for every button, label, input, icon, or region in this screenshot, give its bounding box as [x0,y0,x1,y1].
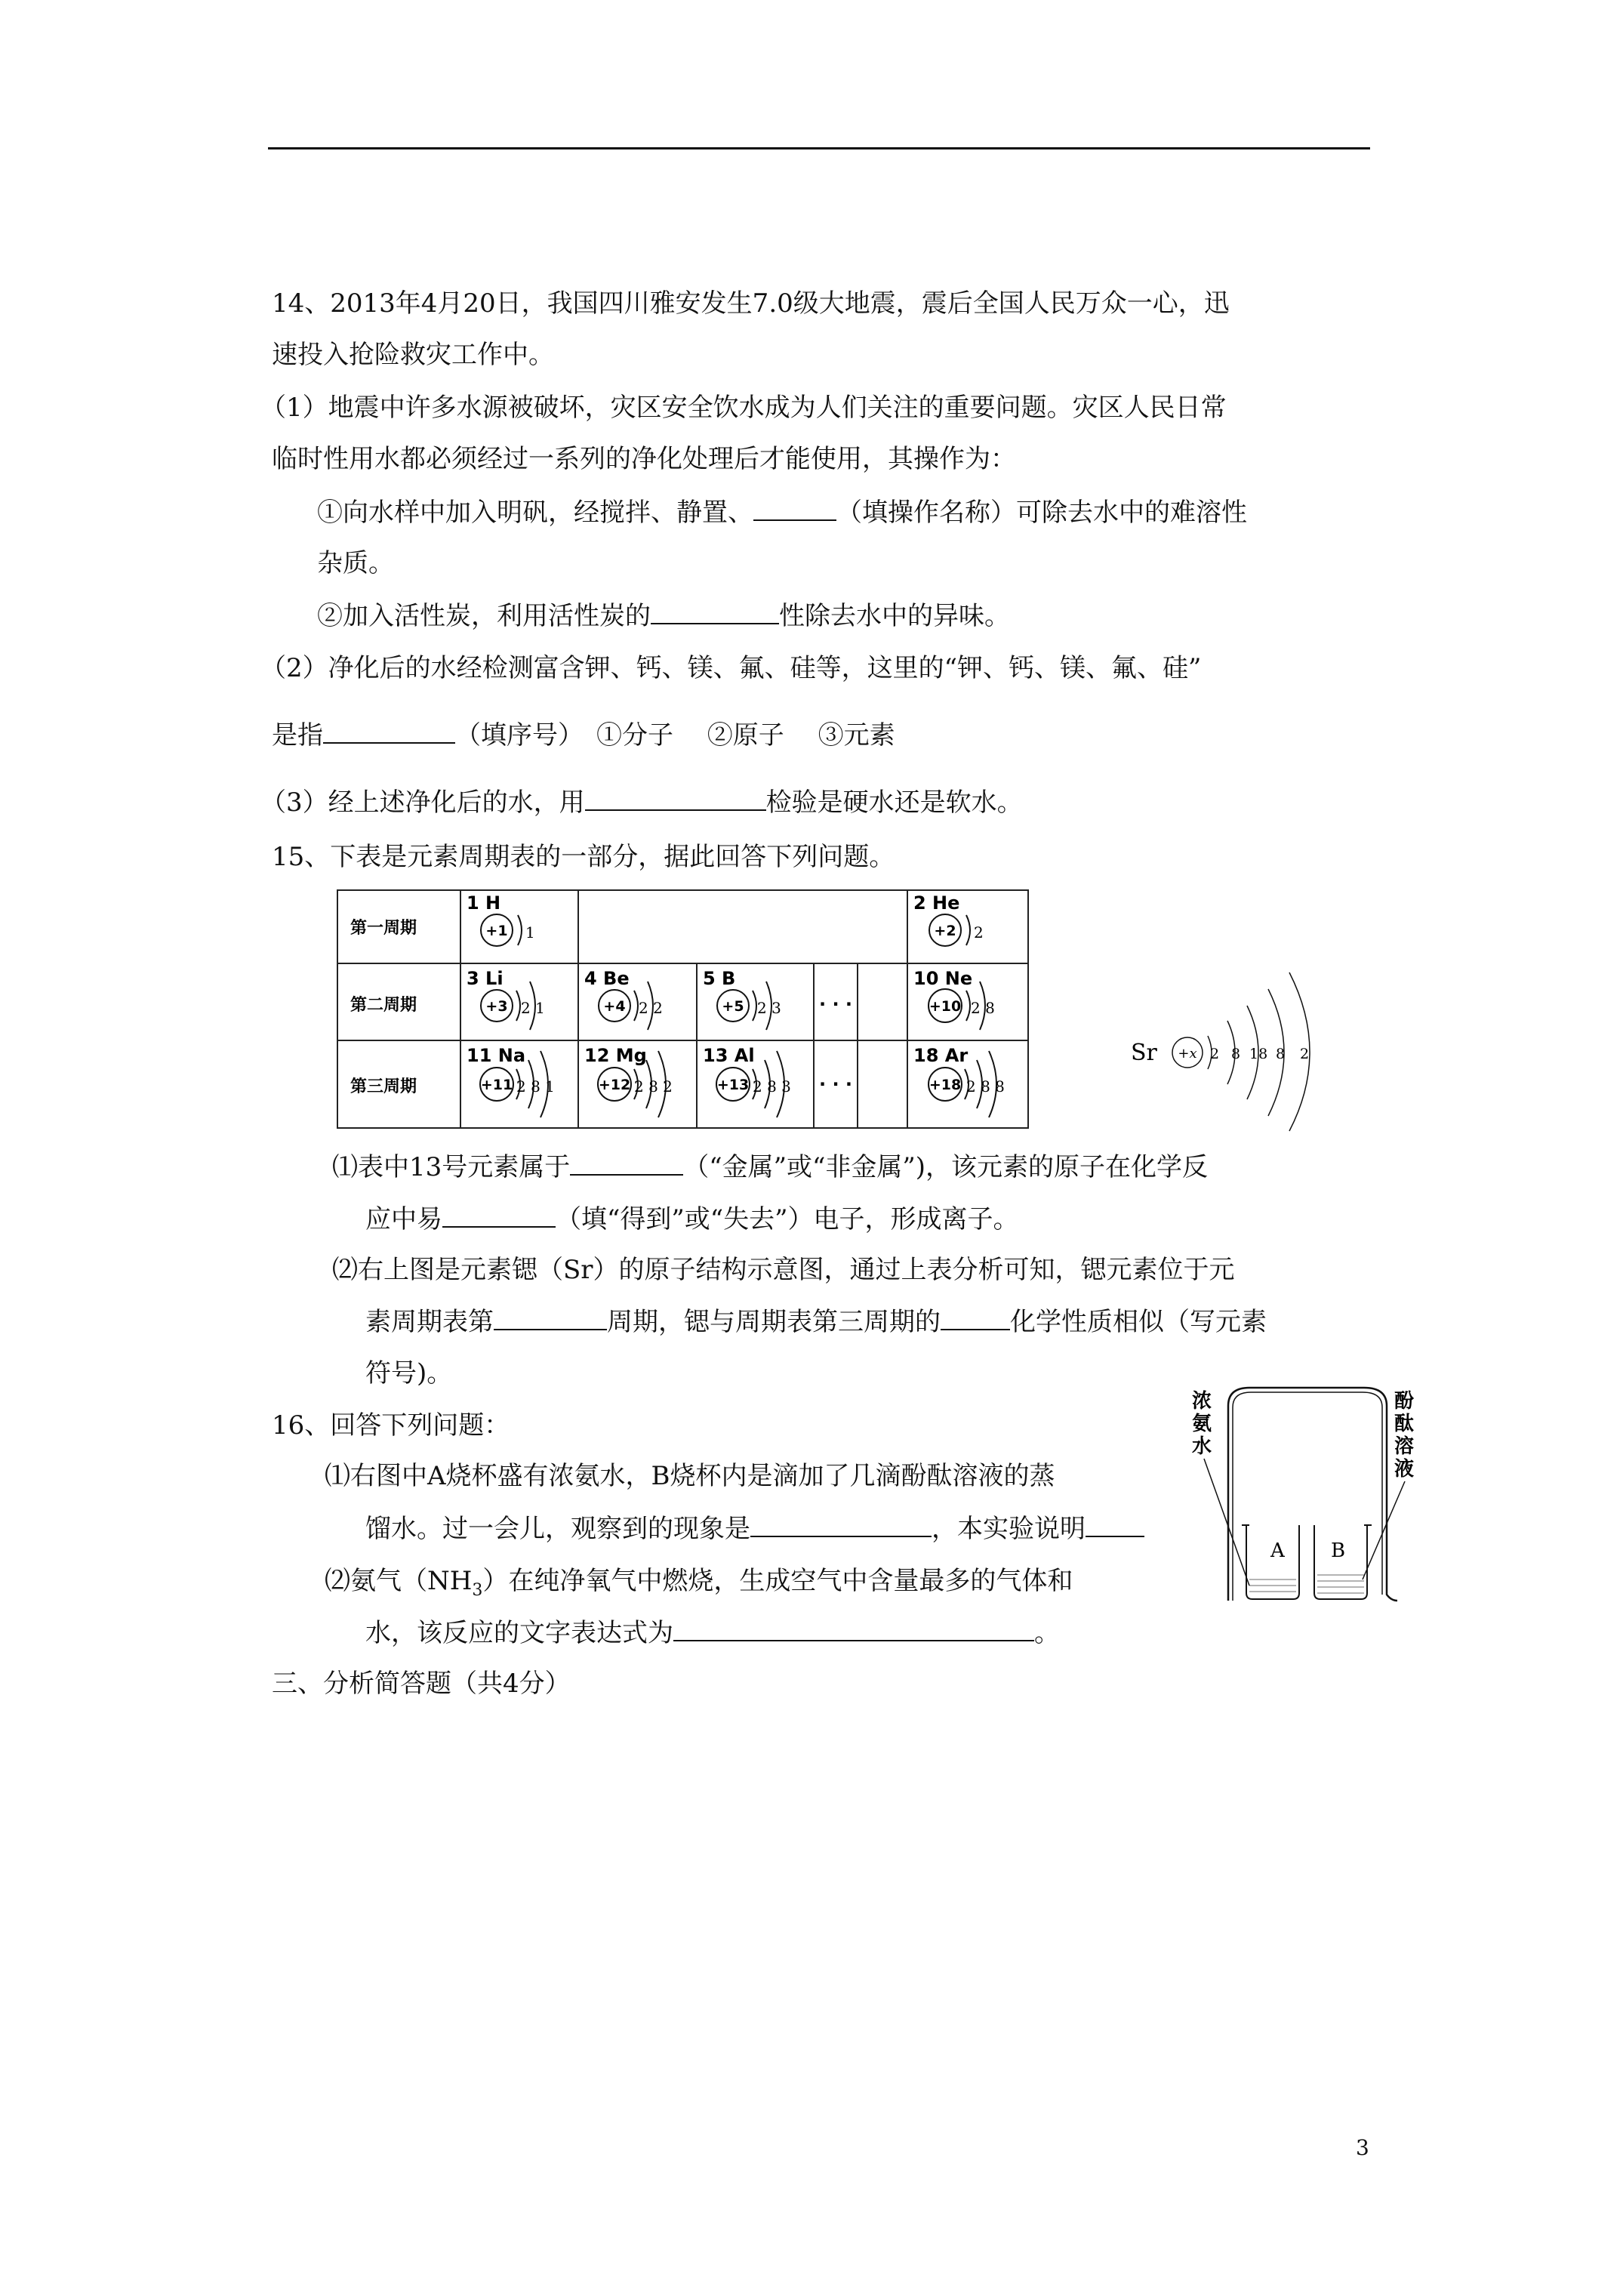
beaker-a [1246,1525,1299,1599]
q16-p1-line2 [365,1513,1144,1544]
q16-p2-line2-pre: 水，该反应的文字表达式为 [365,1618,673,1648]
element-label: 2 He [913,892,960,914]
pointer-line-a [1204,1459,1249,1586]
q16-p1-line2-mid: ，本实验说明 [932,1514,1086,1544]
q14-p1-line1: （1）地震中许多水源被破坏，灾区安全饮水成为人们关注的重要问题。灾区人民日常 [260,393,1227,423]
label-ammonia-3: 水 [1192,1435,1212,1458]
q16-p2-line1 [325,1566,1073,1606]
q16-p1-line2-pre: 馏水。过一会儿，观察到的现象是 [365,1514,750,1544]
ammonia-experiment-diagram [1189,1382,1423,1608]
q15-p1-line2 [365,1203,1019,1234]
element-label: 4 Be [584,968,630,989]
nucleus-charge: +4 [603,998,626,1015]
nucleus-charge: +12 [598,1077,631,1093]
element-li [467,968,545,1030]
shell-electrons: 2 1 [521,999,545,1017]
nucleus-charge: +10 [929,998,962,1015]
beaker-a-label: A [1270,1539,1285,1562]
electron-shell-arc [516,991,520,1021]
q14-step2 [317,600,1010,631]
label-phenol-1: 酚 [1394,1390,1415,1413]
q15-blank-element[interactable] [941,1306,1010,1330]
q15-p2-line3: 符号)。 [365,1358,453,1388]
q14-p3 [260,787,1023,818]
electron-shell-arc [634,991,638,1021]
shell-electrons: 2 8 1 [516,1077,555,1096]
element-b [703,968,781,1030]
q16-blank-conclusion[interactable] [1086,1513,1144,1537]
ellipsis-row3: · · · [818,1074,853,1095]
shell-electrons: 2 8 3 [753,1077,791,1096]
bell-jar-inner [1233,1392,1382,1601]
q16-nh3-subscript: 3 [472,1580,483,1600]
nucleus-charge: +3 [485,998,508,1015]
q16-blank-phenomenon[interactable] [750,1513,932,1537]
label-ammonia-2: 氨 [1192,1413,1212,1435]
period-label-2: 第二周期 [350,995,417,1015]
q16-p2-line2-post: 。 [1034,1618,1060,1648]
element-label: 12 Mg [584,1045,647,1066]
beaker-b [1314,1525,1367,1599]
element-na [467,1045,555,1117]
shell-electrons: 2 3 [757,999,781,1017]
q14-step1-post: （填操作名称）可除去水中的难溶性 [836,498,1247,528]
page-number: 3 [1356,2135,1369,2160]
q15-p1-line1 [332,1151,1208,1182]
nucleus-charge: +5 [722,998,744,1015]
sr-symbol: Sr [1131,1040,1157,1066]
q14-step1 [317,497,1247,528]
q15-blank-metal[interactable] [570,1151,683,1176]
sr-svg [1125,966,1351,1133]
element-ne [913,968,995,1030]
sr-shell-1: 2 [1210,1046,1220,1062]
q15-p2-line1: ⑵右上图是元素锶（Sr）的原子结构示意图，通过上表分析可知，锶元素位于元 [332,1255,1235,1285]
q14-p2-pre: 是指 [272,720,323,750]
q14-line1: 14、2013年4月20日，我国四川雅安发生7.0级大地震，震后全国人民万众一心，迅 [272,288,1230,319]
period-label-1: 第一周期 [350,918,417,938]
q14-p2-line1: （2）净化后的水经检测富含钾、钙、镁、氟、硅等，这里的“钾、钙、镁、氟、硅” [260,653,1202,683]
q16-p2-pre: ⑵氨气（NH [325,1566,473,1596]
element-label: 5 B [703,968,736,989]
q15-p2-mid: 周期，锶与周期表第三周期的 [607,1307,941,1337]
q14-step2-post: 性除去水中的异味。 [779,601,1010,631]
section3-title: 三、分析简答题（共4分） [272,1669,571,1699]
q15-blank-gain-lose[interactable] [442,1203,556,1228]
label-phenol-3: 溶 [1394,1435,1415,1458]
electron-shell-arc [518,915,522,945]
q15-p2-pre: 素周期表第 [365,1307,494,1337]
q14-p3-pre: （3）经上述净化后的水，用 [260,787,585,818]
element-h [467,892,535,946]
table-border [337,890,1028,1128]
element-label: 13 Al [703,1045,755,1066]
nucleus-charge: +2 [934,923,956,939]
shell-electrons: 2 8 2 [634,1077,673,1096]
element-label: 11 Na [467,1045,526,1066]
sr-shell-3: 18 [1249,1046,1268,1062]
label-phenol-2: 酞 [1394,1413,1415,1435]
electron-shell-arc [966,915,970,945]
q15-p1-line2-post: （填“得到”或“失去”）电子，形成离子。 [556,1204,1019,1234]
sr-shell-4: 8 [1276,1046,1286,1062]
header-rule [268,147,1370,149]
label-ammonia-1: 浓 [1192,1390,1212,1413]
element-he [913,892,984,946]
q14-blank-reagent[interactable] [585,787,766,811]
q15-p1-line2-pre: 应中易 [365,1204,442,1234]
q15-p1-pre: ⑴表中13号元素属于 [332,1152,571,1182]
q14-step1-pre: ①向水样中加入明矾，经搅拌、静置、 [317,498,753,528]
nucleus-charge: +11 [480,1077,513,1093]
q14-p2-line2 [272,720,895,750]
shell-electrons: 1 [525,923,535,942]
periodic-table [337,889,1029,1129]
shell-electrons: 2 8 [971,999,995,1017]
q16-p2-post: ）在纯净氧气中燃烧，生成空气中含量最多的气体和 [482,1566,1073,1596]
element-label: 10 Ne [913,968,973,989]
nucleus-charge: +13 [716,1077,750,1093]
q14-blank-choice[interactable] [323,720,455,744]
period-label-3: 第三周期 [350,1077,417,1096]
electron-shell-arc [753,991,756,1021]
q14-line2: 速投入抢险救灾工作中。 [272,340,554,370]
shell-electrons: 2 2 [639,999,663,1017]
nucleus-charge: +1 [485,923,508,939]
pointer-line-b [1363,1481,1405,1579]
element-label: 1 H [467,892,501,914]
q14-step2-pre: ②加入活性炭，利用活性炭的 [317,601,651,631]
q15-p2-line2 [365,1306,1267,1337]
beaker-svg [1189,1382,1423,1608]
nucleus-charge: +18 [929,1077,962,1093]
bell-jar [1228,1388,1397,1601]
q14-blank-operation[interactable] [753,497,836,521]
q15-p2-post: 化学性质相似（写元素 [1010,1307,1267,1337]
sr-nucleus-charge: +x [1178,1046,1197,1062]
electron-shell-arc [966,991,970,1021]
element-ar [913,1045,1005,1117]
q14-p2-post: （填序号） ①分子 ②原子 ③元素 [455,720,895,750]
periodic-table-svg [337,889,1029,1129]
q16-title: 16、回答下列问题： [272,1410,510,1441]
sr-shell-5: 2 [1300,1046,1310,1062]
q16-p2-line2 [365,1617,1060,1648]
element-al [703,1045,791,1117]
q14-p1-line2: 临时性用水都必须经过一系列的净化处理后才能使用，其操作为： [272,444,1016,474]
shell-electrons: 2 8 8 [966,1077,1005,1096]
ellipsis-row2: · · · [818,994,853,1015]
q15-blank-period[interactable] [494,1306,607,1330]
q15-p1-post: （“金属”或“非金属”)，该元素的原子在化学反 [683,1152,1209,1182]
q14-blank-property[interactable] [651,600,779,624]
beaker-b-label: B [1331,1539,1346,1562]
q16-blank-equation[interactable] [673,1617,1034,1641]
q16-p1-line1: ⑴右图中A烧杯盛有浓氨水，B烧杯内是滴加了几滴酚酞溶液的蒸 [325,1461,1055,1491]
strontium-structure-diagram [1125,966,1351,1133]
q14-p3-post: 检验是硬水还是软水。 [765,787,1023,818]
element-be [584,968,663,1030]
element-label: 3 Li [467,968,504,989]
label-phenol-4: 液 [1394,1458,1415,1481]
shell-electrons: 2 [974,923,984,942]
q15-title: 15、下表是元素周期表的一部分，据此回答下列问题。 [272,842,895,872]
q14-step1-line2: 杂质。 [317,548,394,578]
element-mg [584,1045,673,1117]
element-label: 18 Ar [913,1045,969,1066]
sr-shell-2: 8 [1231,1046,1241,1062]
